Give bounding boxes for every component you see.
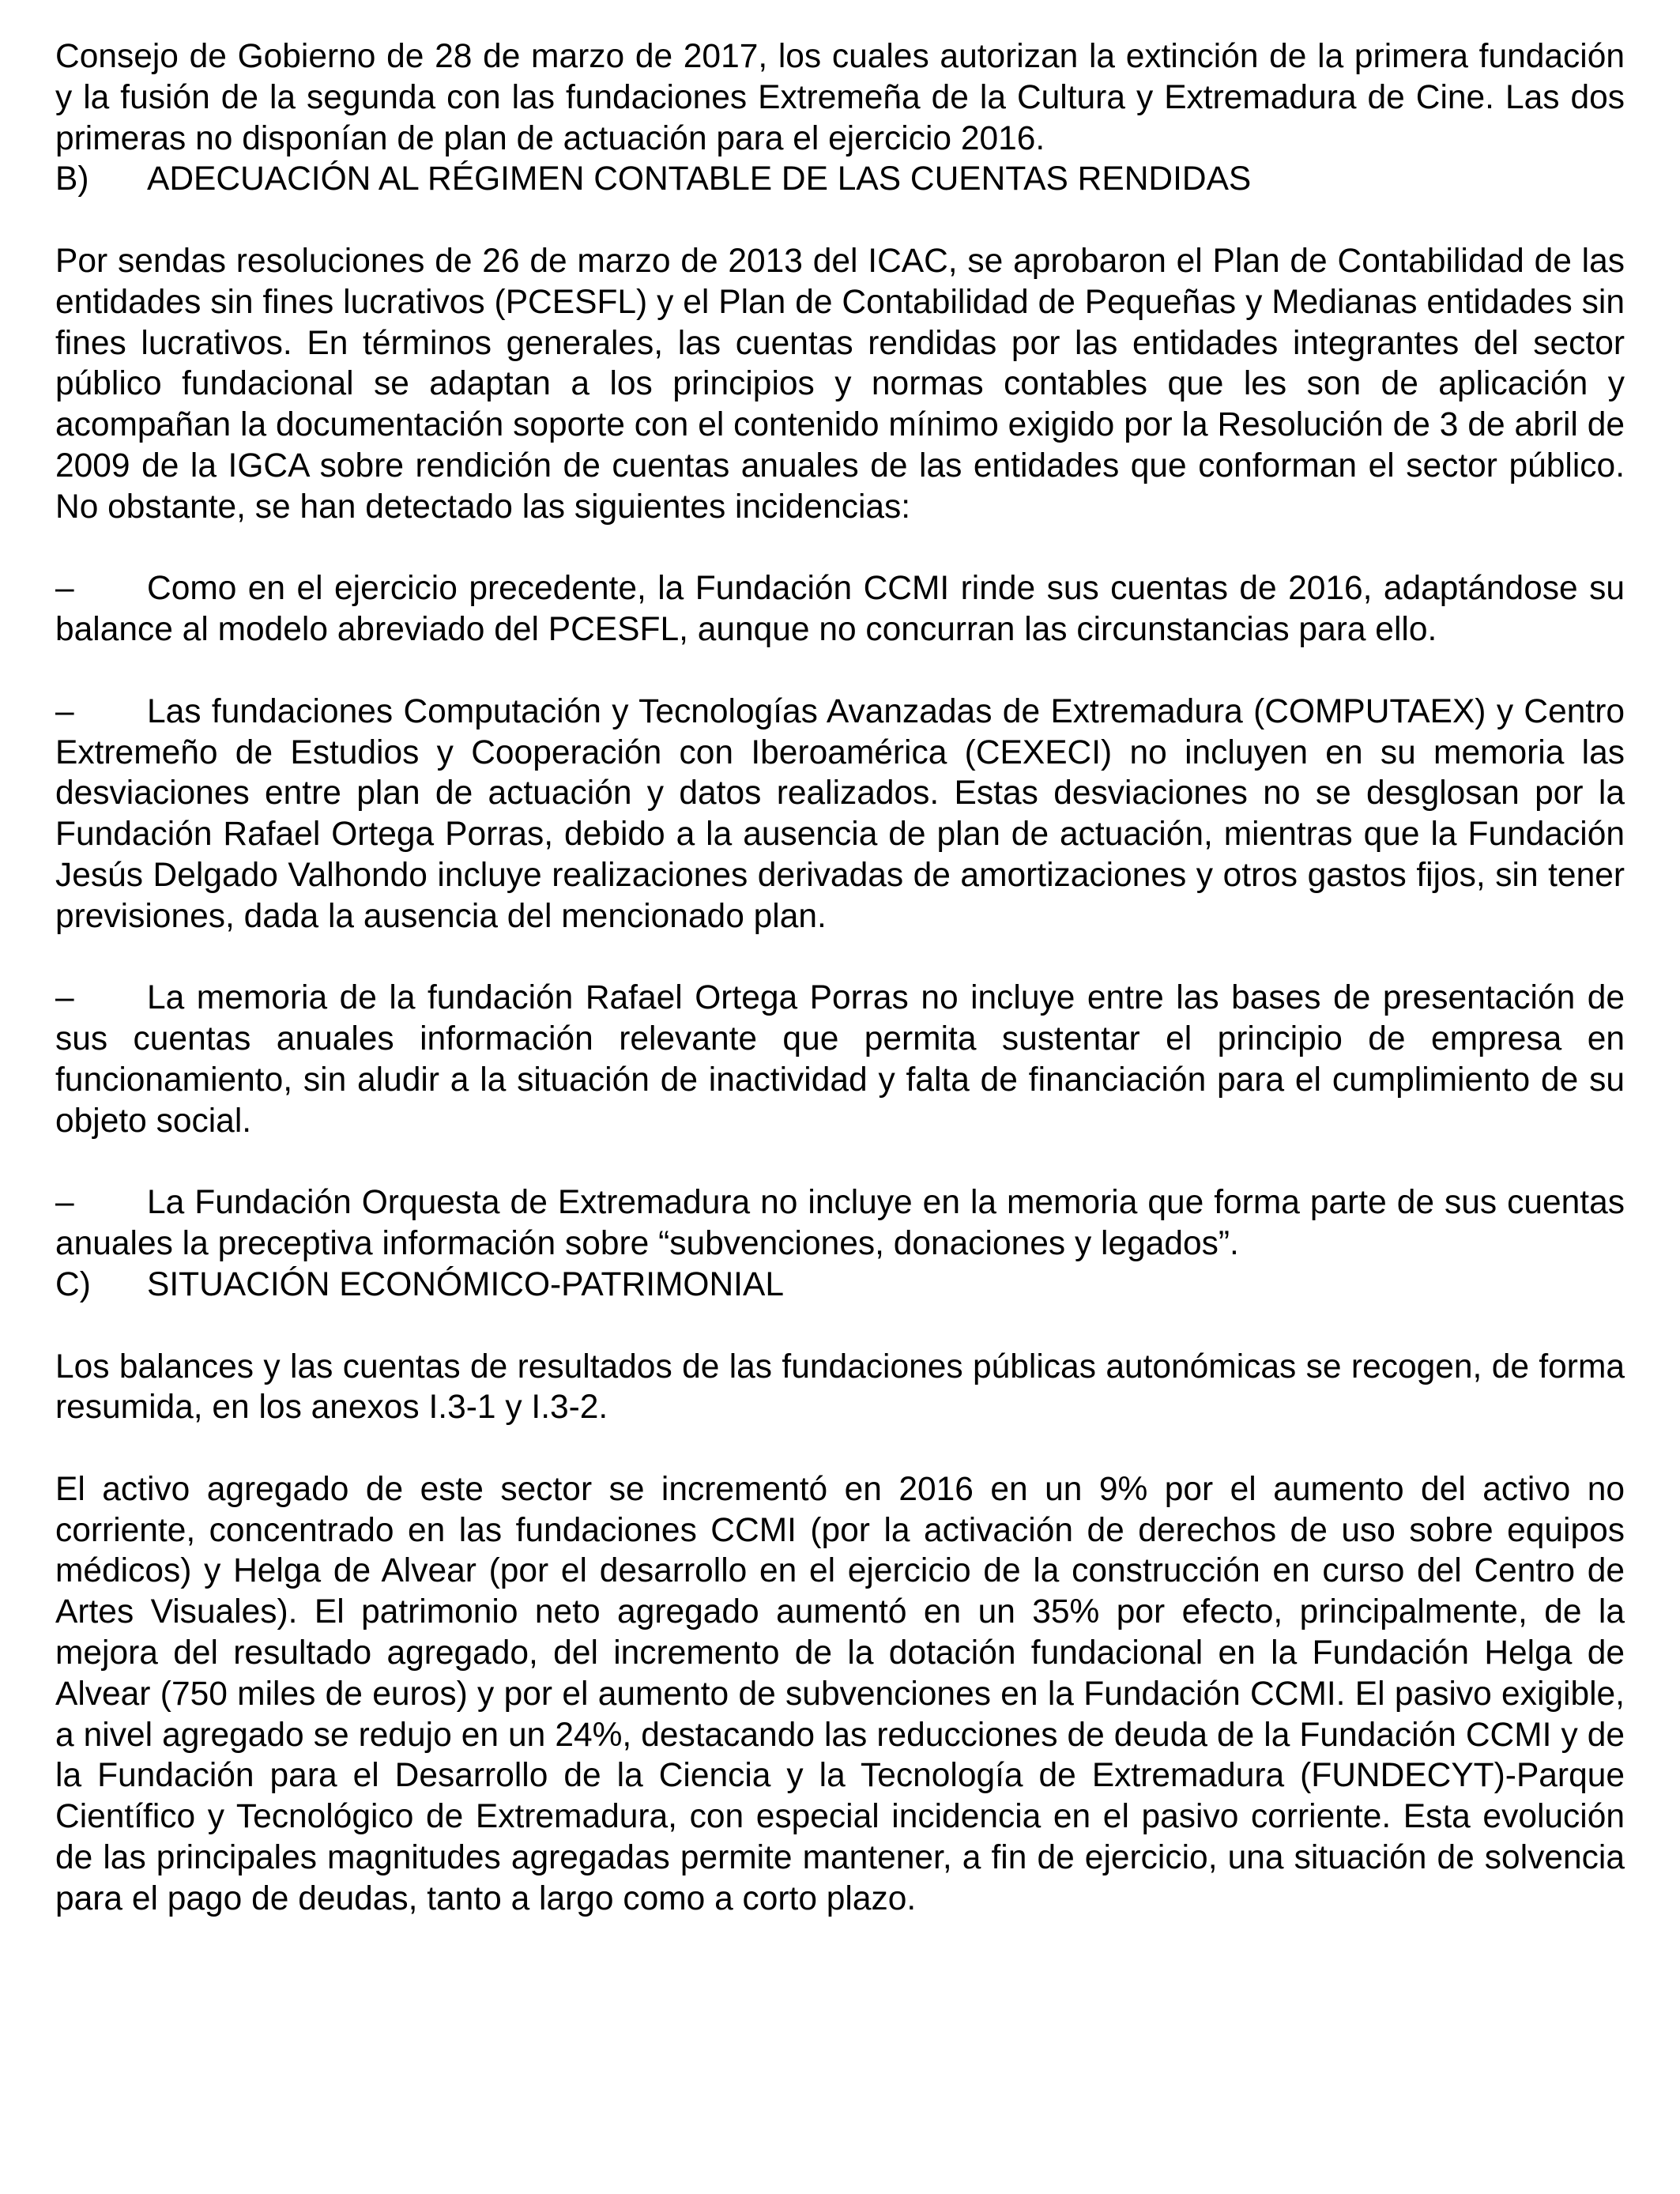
section-b-title: ADECUACIÓN AL RÉGIMEN CONTABLE DE LAS CUENTAS RENDIDAS: [147, 160, 1252, 198]
section-c-title: SITUACIÓN ECONÓMICO-PATRIMONIAL: [147, 1265, 784, 1303]
section-b-paragraph: Por sendas resoluciones de 26 de marzo de 2013 del ICAC, se aprobaron el Plan de Contabilidad de las entidades sin fines lucrativos (PCESFL) y el Plan de Contabilidad de Pequeñas y Medianas entidades sin fines lucrativos. En términos generales, las cuentas rendidas por las entidades integrantes del sector público fundacional se adaptan a los principios y normas contables que les son de aplicación y acompañan la documentación soporte con el contenido mínimo exigido por la Resolución de 3 de abril de 2009 de la IGCA sobre rendición de cuentas anuales de las entidades que conforman el sector público. No obstante, se han detectado las siguientes incidencias:: [55, 242, 1625, 526]
dash-marker: –: [55, 979, 74, 1017]
section-c-letter: C): [55, 1265, 91, 1303]
dash-marker: –: [55, 692, 74, 730]
intro-paragraph: Consejo de Gobierno de 28 de marzo de 2017, los cuales autorizan la extinción de la primera fundación y la fusión de la segunda con las fundaciones Extremeña de la Cultura y Extremadura de Cine. Las dos primeras no disponían de plan de actuación para el ejercicio 2016.: [55, 38, 1625, 157]
section-b-letter: B): [55, 160, 89, 198]
section-c-paragraph-annexes: Los balances y las cuentas de resultados de las fundaciones públicas autonómicas se recogen, de forma resumida, en los anexos I.3-1 y I.3-2.: [55, 1348, 1625, 1427]
section-c-paragraph-analysis: El activo agregado de este sector se incrementó en 2016 en un 9% por el aumento del activo no corriente, concentrado en las fundaciones CCMI (por la activación de derechos de uso sobre equipos médicos) y Helga de Alvear (por el desarrollo en el ejercicio de la construcción en curso del Centro de Artes Visuales). El patrimonio neto agregado aumentó en un 35% por efecto, principalmente, de la mejora del resultado agregado, del incremento de la dotación fundacional en la Fundación Helga de Alvear (750 miles de euros) y por el aumento de subvenciones en la Fundación CCMI. El pasivo exigible, a nivel agregado se redujo en un 24%, destacando las reducciones de deuda de la Fundación CCMI y de la Fundación para el Desarrollo de la Ciencia y la Tecnología de Extremadura (FUNDECYT)-Parque Científico y Tecnológico de Extremadura, con especial incidencia en el pasivo corriente. Esta evolución de las principales magnitudes agregadas permite mantener, a fin de ejercicio, una situación de solvencia para el pago de deudas, tanto a largo como a corto plazo.: [55, 1470, 1625, 1917]
bullet-item: [55, 1182, 1625, 1265]
dash-marker: –: [55, 570, 74, 608]
bullet-item: [55, 692, 1625, 937]
section-b-heading: [55, 159, 1625, 200]
dash-marker: –: [55, 1184, 74, 1222]
bullet-text: La Fundación Orquesta de Extremadura no incluye en la memoria que forma parte de sus cuentas anuales la preceptiva información sobre “subvenciones, donaciones y legados”.: [55, 1184, 1625, 1263]
section-c-heading: [55, 1265, 1625, 1306]
bullet-item: [55, 978, 1625, 1141]
bullet-text: Como en el ejercicio precedente, la Fundación CCMI rinde sus cuentas de 2016, adaptándose su balance al modelo abreviado del PCESFL, aunque no concurran las circunstancias para ello.: [55, 570, 1625, 649]
bullet-item: [55, 568, 1625, 650]
bullet-text: La memoria de la fundación Rafael Ortega Porras no incluye entre las bases de presentación de sus cuentas anuales información relevante que permita sustentar el principio de empresa en funcionamiento, sin aludir a la situación de inactividad y falta de financiación para el cumplimiento de su objeto social.: [55, 979, 1625, 1140]
document-page: [55, 36, 1625, 1920]
bullet-text: Las fundaciones Computación y Tecnologías Avanzadas de Extremadura (COMPUTAEX) y Centro Extremeño de Estudios y Cooperación con Iberoamérica (CEXECI) no incluyen en su memoria las desviaciones entre plan de actuación y datos realizados. Estas desviaciones no se desglosan por la Fundación Rafael Ortega Porras, debido a la ausencia de plan de actuación, mientras que la Fundación Jesús Delgado Valhondo incluye realizaciones derivadas de amortizaciones y otros gastos fijos, sin tener previsiones, dada la ausencia del mencionado plan.: [55, 692, 1625, 935]
